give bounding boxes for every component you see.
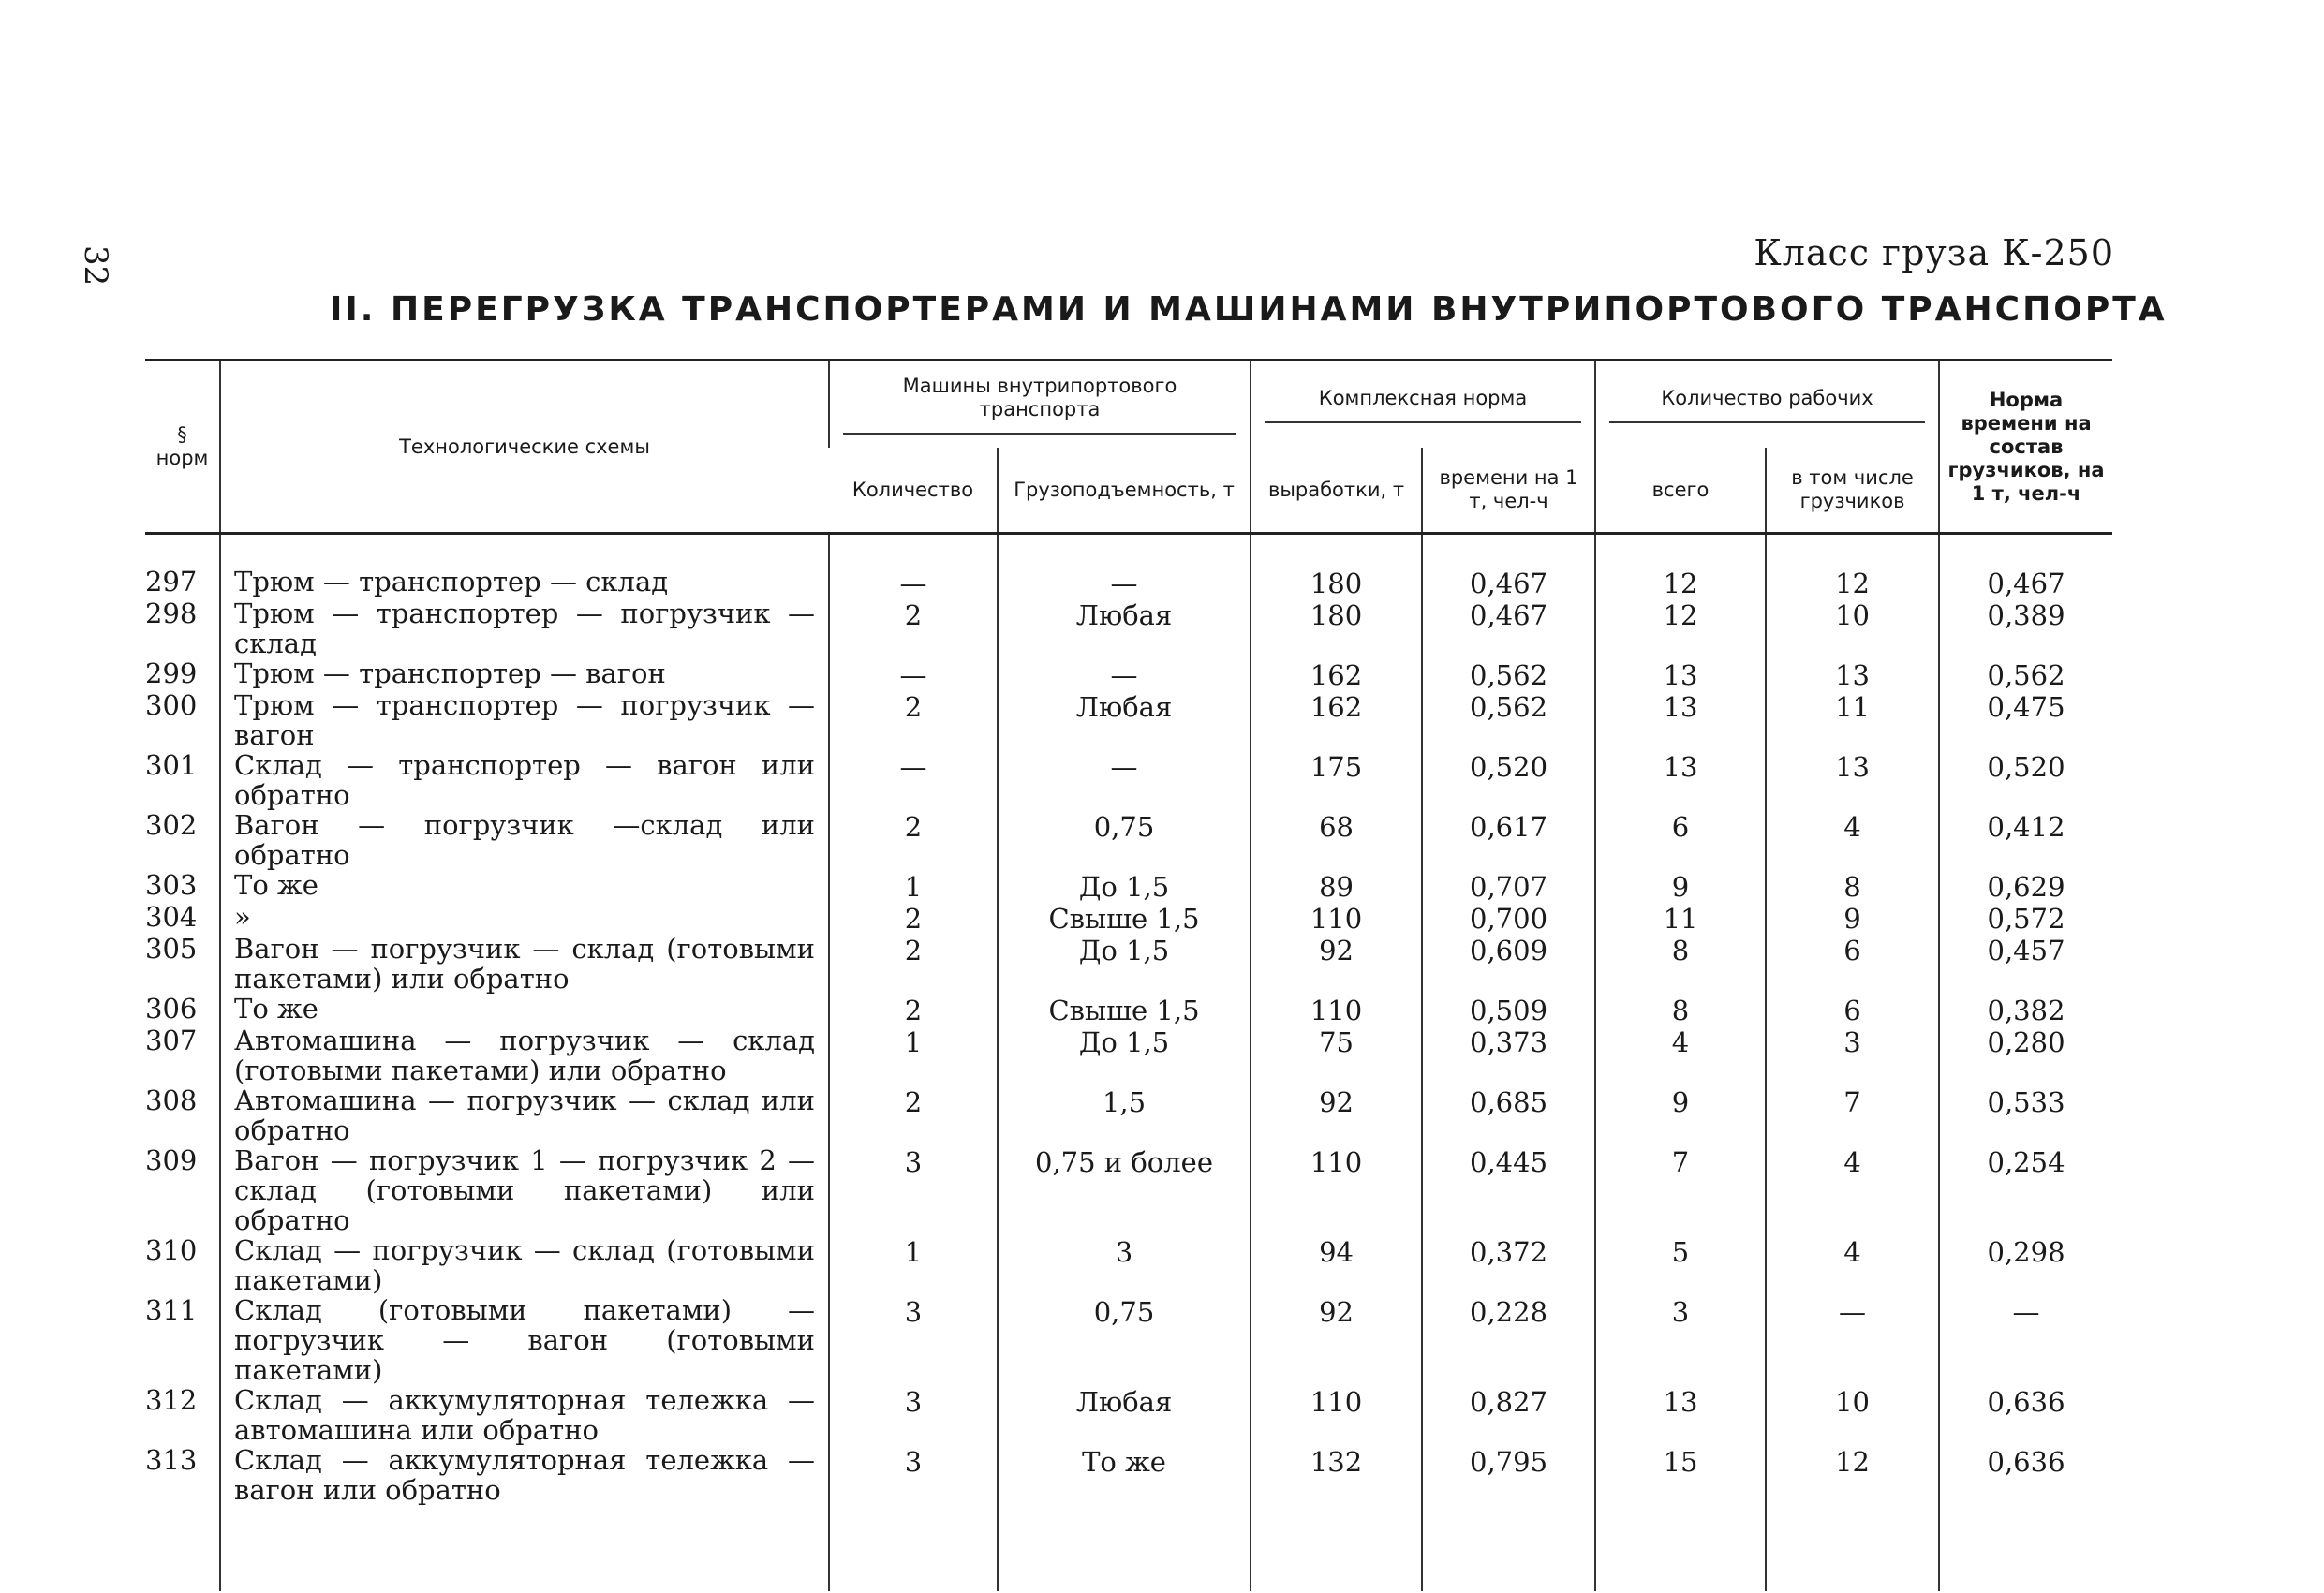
row-lifting-capacity: 3: [998, 1235, 1251, 1295]
row-norm-number: 311: [145, 1294, 198, 1326]
row-loader-time-norm: 0,533: [1939, 1085, 2112, 1145]
row-output: 68: [1251, 810, 1422, 870]
row-time-per-t: 0,795: [1422, 1445, 1595, 1505]
row-time-per-t: 0,827: [1422, 1385, 1595, 1445]
row-quantity: 2: [829, 934, 998, 994]
row-loaders: 10: [1766, 1385, 1939, 1445]
header-machines-group-label: Машины внутрипортового транспорта: [843, 375, 1236, 435]
row-time-per-t: 0,520: [1422, 750, 1595, 810]
row-workers-total: 13: [1595, 658, 1766, 690]
row-workers-total: 4: [1595, 1025, 1766, 1085]
table-row: [145, 658, 2112, 690]
row-workers-total: 5: [1595, 1235, 1766, 1295]
row-workers-total: 8: [1595, 994, 1766, 1025]
row-quantity: 3: [829, 1295, 998, 1385]
row-lifting-capacity: До 1,5: [998, 1025, 1251, 1085]
row-norm-number: 313: [145, 1444, 198, 1476]
row-time-per-t: 0,373: [1422, 1025, 1595, 1085]
header-output: выработки, т: [1251, 448, 1422, 534]
row-scheme: Вагон — погрузчик —склад или обратно: [220, 810, 829, 870]
row-loader-time-norm: 0,636: [1939, 1445, 2112, 1505]
row-time-per-t: 0,228: [1422, 1295, 1595, 1385]
table-row: [145, 567, 2112, 598]
row-loaders: 4: [1766, 1145, 1939, 1235]
row-lifting-capacity: —: [998, 658, 1251, 690]
row-loader-time-norm: 0,636: [1939, 1385, 2112, 1445]
row-loaders: 7: [1766, 1085, 1939, 1145]
row-norm-number: 301: [145, 749, 198, 781]
row-quantity: 1: [829, 1025, 998, 1085]
table-header: [145, 361, 2112, 534]
row-scheme: То же: [220, 994, 829, 1025]
row-loader-time-norm: 0,457: [1939, 934, 2112, 994]
row-loaders: 6: [1766, 994, 1939, 1025]
row-workers-total: 13: [1595, 690, 1766, 750]
row-loaders: 11: [1766, 690, 1939, 750]
row-norm-number: 310: [145, 1234, 198, 1266]
row-workers-total: 7: [1595, 1145, 1766, 1235]
header-total: всего: [1595, 448, 1766, 534]
row-loader-time-norm: 0,298: [1939, 1235, 2112, 1295]
row-loader-time-norm: 0,382: [1939, 994, 2112, 1025]
row-workers-total: 9: [1595, 1085, 1766, 1145]
row-loaders: 12: [1766, 1445, 1939, 1505]
row-norm-number: 307: [145, 1025, 198, 1056]
row-scheme: Автомашина — погрузчик — склад (готовыми пакетами) или обратно: [220, 1025, 829, 1085]
row-loaders: 12: [1766, 567, 1939, 598]
row-lifting-capacity: До 1,5: [998, 870, 1251, 902]
row-lifting-capacity: До 1,5: [998, 934, 1251, 994]
page-number: 32: [77, 245, 114, 287]
table-row: [145, 1145, 2112, 1235]
row-loaders: 6: [1766, 934, 1939, 994]
row-quantity: 2: [829, 994, 998, 1025]
row-scheme: Вагон — погрузчик 1 — погрузчик 2 — склад (готовыми пакетами) или обратно: [220, 1145, 829, 1235]
row-lifting-capacity: Свыше 1,5: [998, 994, 1251, 1025]
row-time-per-t: 0,562: [1422, 658, 1595, 690]
row-time-per-t: 0,445: [1422, 1145, 1595, 1235]
table-row: [145, 1085, 2112, 1145]
row-scheme: Склад (готовыми пакетами) — погрузчик — вагон (готовыми пакетами): [220, 1295, 829, 1385]
table-row: [145, 1025, 2112, 1085]
table-row: [145, 1445, 2112, 1505]
row-loader-time-norm: 0,280: [1939, 1025, 2112, 1085]
norms-table: [145, 359, 2112, 1591]
cargo-class-label: Класс груза К-250: [1754, 232, 2114, 273]
header-norm-number: § норм: [145, 361, 220, 534]
header-machines-group: [829, 361, 1251, 449]
header-workers-group-label: Количество рабочих: [1609, 387, 1925, 423]
row-quantity: 1: [829, 870, 998, 902]
row-loader-time-norm: 0,389: [1939, 598, 2112, 658]
row-workers-total: 11: [1595, 902, 1766, 934]
row-norm-number: 297: [145, 566, 198, 597]
row-loaders: 9: [1766, 902, 1939, 934]
row-quantity: 2: [829, 1085, 998, 1145]
row-workers-total: 3: [1595, 1295, 1766, 1385]
header-schemes: Технологические схемы: [220, 361, 829, 534]
row-norm-number: 303: [145, 869, 198, 901]
row-quantity: 2: [829, 598, 998, 658]
row-loader-time-norm: 0,475: [1939, 690, 2112, 750]
row-lifting-capacity: —: [998, 567, 1251, 598]
row-norm-number: 305: [145, 933, 198, 965]
row-norm-number: 309: [145, 1144, 198, 1176]
row-scheme: Трюм — транспортер — погрузчик — склад: [220, 598, 829, 658]
row-loader-time-norm: 0,572: [1939, 902, 2112, 934]
row-output: 92: [1251, 1085, 1422, 1145]
row-lifting-capacity: 0,75 и более: [998, 1145, 1251, 1235]
row-output: 132: [1251, 1445, 1422, 1505]
row-lifting-capacity: 0,75: [998, 810, 1251, 870]
table-row: [145, 902, 2112, 934]
row-loaders: 4: [1766, 810, 1939, 870]
table-spacer-row: [145, 534, 2112, 568]
row-lifting-capacity: 0,75: [998, 1295, 1251, 1385]
row-quantity: —: [829, 567, 998, 598]
table-tail-row: [145, 1505, 2112, 1591]
row-time-per-t: 0,372: [1422, 1235, 1595, 1295]
row-loader-time-norm: —: [1939, 1295, 2112, 1385]
row-workers-total: 15: [1595, 1445, 1766, 1505]
row-norm-number: 299: [145, 657, 198, 689]
table-row: [145, 810, 2112, 870]
row-output: 110: [1251, 1145, 1422, 1235]
row-time-per-t: 0,617: [1422, 810, 1595, 870]
row-time-per-t: 0,685: [1422, 1085, 1595, 1145]
row-workers-total: 8: [1595, 934, 1766, 994]
row-norm-number: 306: [145, 993, 198, 1025]
row-scheme: Трюм — транспортер — погрузчик — вагон: [220, 690, 829, 750]
row-workers-total: 13: [1595, 750, 1766, 810]
row-lifting-capacity: Любая: [998, 598, 1251, 658]
row-output: 180: [1251, 567, 1422, 598]
row-lifting-capacity: То же: [998, 1445, 1251, 1505]
row-time-per-t: 0,609: [1422, 934, 1595, 994]
row-quantity: 3: [829, 1445, 998, 1505]
header-complex-norm-label: Комплексная норма: [1265, 387, 1581, 423]
row-lifting-capacity: Любая: [998, 690, 1251, 750]
row-loader-time-norm: 0,520: [1939, 750, 2112, 810]
row-norm-number: 302: [145, 809, 198, 841]
row-scheme: Трюм — транспортер — вагон: [220, 658, 829, 690]
row-scheme: То же: [220, 870, 829, 902]
header-complex-norm-group: [1251, 361, 1595, 449]
header-workers-group: [1595, 361, 1939, 449]
row-loaders: 10: [1766, 598, 1939, 658]
row-scheme: Склад — транспортер — вагон или обратно: [220, 750, 829, 810]
row-loaders: 13: [1766, 750, 1939, 810]
row-output: 110: [1251, 902, 1422, 934]
table-row: [145, 1295, 2112, 1385]
row-lifting-capacity: Свыше 1,5: [998, 902, 1251, 934]
row-output: 162: [1251, 658, 1422, 690]
row-scheme: Автомашина — погрузчик — склад или обратно: [220, 1085, 829, 1145]
header-time-per-t: времени на 1 т, чел-ч: [1422, 448, 1595, 534]
table-row: [145, 690, 2112, 750]
section-title: II. ПЕРЕГРУЗКА ТРАНСПОРТЕРАМИ И МАШИНАМИ ВНУТРИПОРТОВОГО ТРАНСПОРТА: [330, 290, 2168, 329]
row-output: 162: [1251, 690, 1422, 750]
row-output: 94: [1251, 1235, 1422, 1295]
row-scheme: Склад — аккумуляторная тележка — автомашина или обратно: [220, 1385, 829, 1445]
row-quantity: 3: [829, 1385, 998, 1445]
table-row: [145, 750, 2112, 810]
row-quantity: —: [829, 750, 998, 810]
row-workers-total: 12: [1595, 567, 1766, 598]
row-workers-total: 9: [1595, 870, 1766, 902]
row-quantity: 2: [829, 902, 998, 934]
header-loader-time-norm: Норма времени на состав грузчиков, на 1 т, чел-ч: [1939, 361, 2112, 534]
row-lifting-capacity: —: [998, 750, 1251, 810]
row-output: 89: [1251, 870, 1422, 902]
table-row: [145, 598, 2112, 658]
row-scheme: Склад — погрузчик — склад (готовыми пакетами): [220, 1235, 829, 1295]
row-output: 75: [1251, 1025, 1422, 1085]
row-workers-total: 13: [1595, 1385, 1766, 1445]
row-workers-total: 6: [1595, 810, 1766, 870]
table-row: [145, 1235, 2112, 1295]
table-row: [145, 870, 2112, 902]
row-quantity: 3: [829, 1145, 998, 1235]
row-quantity: 2: [829, 810, 998, 870]
row-workers-total: 12: [1595, 598, 1766, 658]
table-row: [145, 994, 2112, 1025]
row-loader-time-norm: 0,467: [1939, 567, 2112, 598]
header-lifting-capacity: Грузоподъемность, т: [998, 448, 1251, 534]
row-output: 110: [1251, 1385, 1422, 1445]
row-output: 92: [1251, 1295, 1422, 1385]
row-time-per-t: 0,467: [1422, 567, 1595, 598]
table-body: [145, 534, 2112, 1592]
header-incl-loaders: в том числе грузчиков: [1766, 448, 1939, 534]
row-loader-time-norm: 0,629: [1939, 870, 2112, 902]
row-norm-number: 308: [145, 1084, 198, 1116]
row-loader-time-norm: 0,562: [1939, 658, 2112, 690]
row-scheme: Трюм — транспортер — склад: [220, 567, 829, 598]
row-time-per-t: 0,562: [1422, 690, 1595, 750]
row-quantity: 1: [829, 1235, 998, 1295]
row-loaders: 8: [1766, 870, 1939, 902]
header-quantity: Количество: [829, 448, 998, 534]
row-output: 110: [1251, 994, 1422, 1025]
row-lifting-capacity: 1,5: [998, 1085, 1251, 1145]
row-norm-number: 304: [145, 901, 198, 933]
row-loaders: 13: [1766, 658, 1939, 690]
row-time-per-t: 0,509: [1422, 994, 1595, 1025]
table-row: [145, 1385, 2112, 1445]
row-norm-number: 312: [145, 1384, 198, 1416]
row-time-per-t: 0,700: [1422, 902, 1595, 934]
table-row: [145, 934, 2112, 994]
row-loader-time-norm: 0,254: [1939, 1145, 2112, 1235]
row-norm-number: 300: [145, 689, 198, 721]
row-quantity: —: [829, 658, 998, 690]
row-scheme: »: [220, 902, 829, 934]
row-quantity: 2: [829, 690, 998, 750]
row-loaders: 3: [1766, 1025, 1939, 1085]
row-scheme: Склад — аккумуляторная тележка — вагон или обратно: [220, 1445, 829, 1505]
row-norm-number: 298: [145, 597, 198, 629]
row-output: 175: [1251, 750, 1422, 810]
row-loaders: 4: [1766, 1235, 1939, 1295]
row-lifting-capacity: Любая: [998, 1385, 1251, 1445]
row-output: 92: [1251, 934, 1422, 994]
row-loader-time-norm: 0,412: [1939, 810, 2112, 870]
row-loaders: —: [1766, 1295, 1939, 1385]
row-time-per-t: 0,467: [1422, 598, 1595, 658]
row-time-per-t: 0,707: [1422, 870, 1595, 902]
row-output: 180: [1251, 598, 1422, 658]
row-scheme: Вагон — погрузчик — склад (готовыми пакетами) или обратно: [220, 934, 829, 994]
